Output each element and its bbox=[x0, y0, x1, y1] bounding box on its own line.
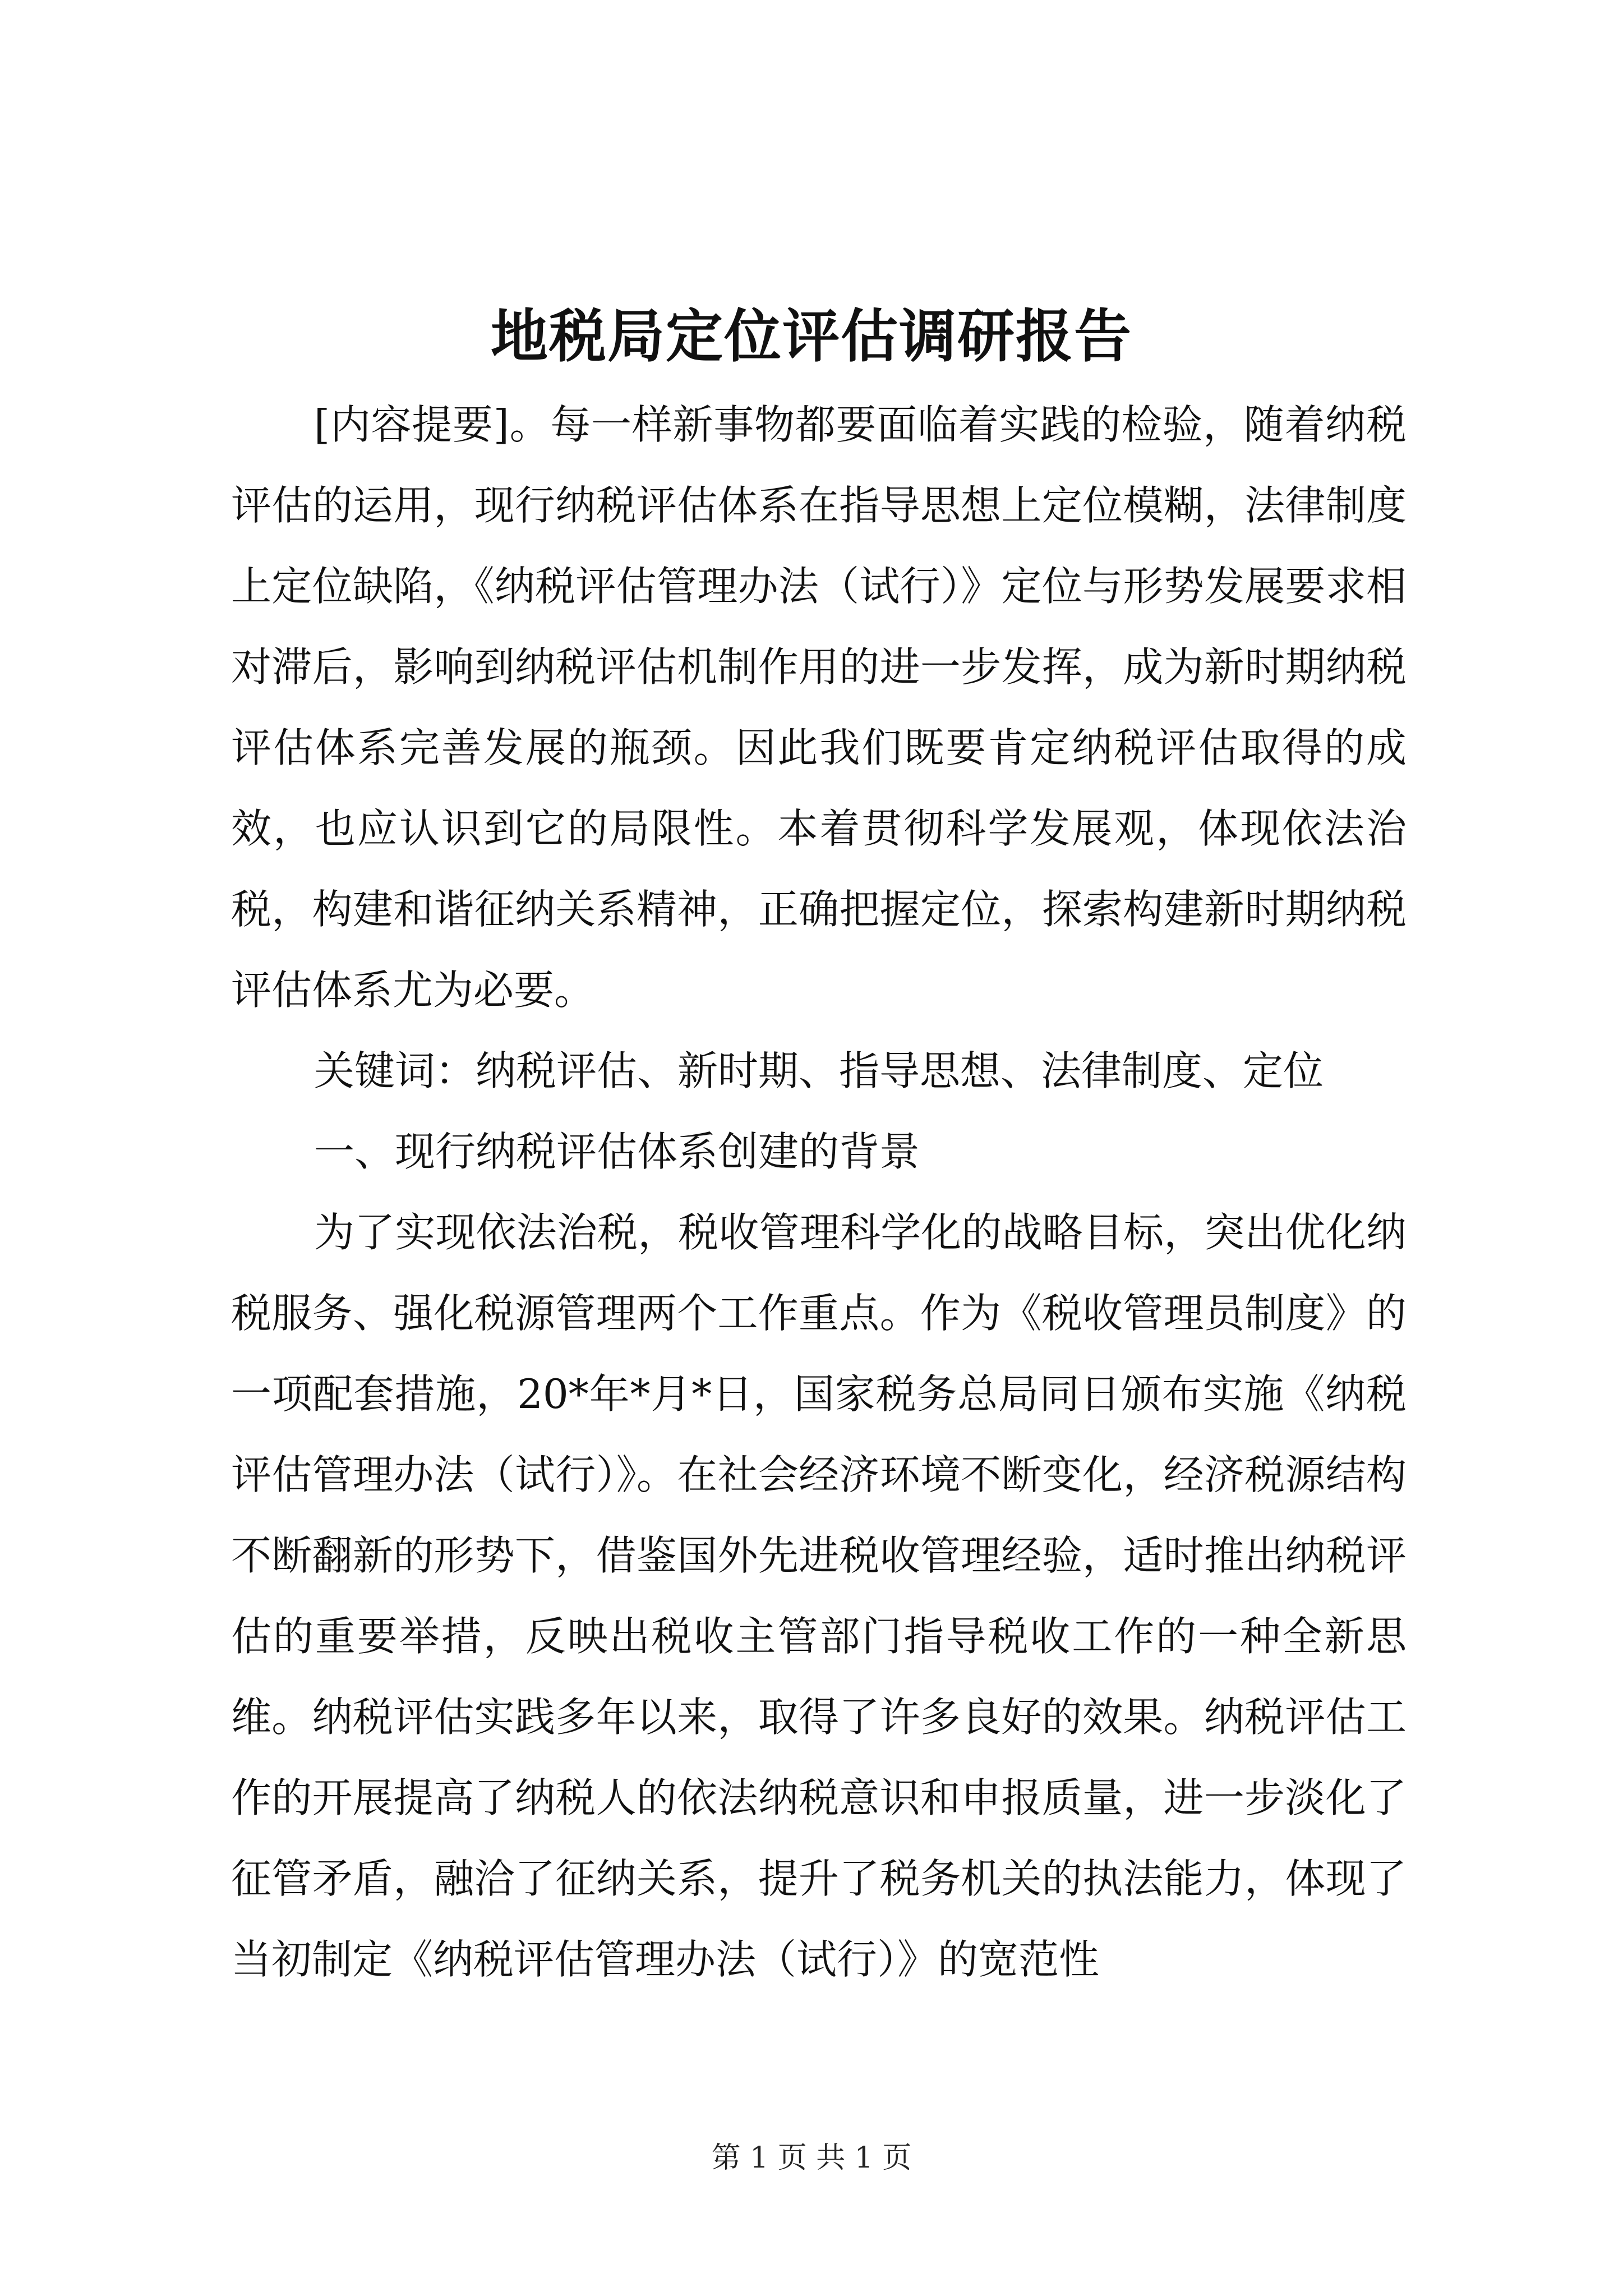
body-paragraph: 为了实现依法治税，税收管理科学化的战略目标，突出优化纳税服务、强化税源管理两个工作重点。作为《税收管理员制度》的一项配套措施，20*年*月*日，国家税务总局同日颁布实施《纳税评估管理办法（试行）》。在社会经济环境不断变化，经济税源结构不断翻新的形势下，借鉴国外先进税收管理经验，适时推出纳税评估的重要举措，反映出税收主管部门指导税收工作的一种全新思维。纳税评估实践多年以来，取得了许多良好的效果。纳税评估工作的开展提高了纳税人的依法纳税意识和申报质量，进一步淡化了征管矛盾，融洽了征纳关系，提升了税务机关的执法能力，体现了当初制定《纳税评估管理办法（试行）》的宽范性 bbox=[231, 1209, 1407, 1983]
section-heading: 一、现行纳税评估体系创建的背景 bbox=[314, 1128, 920, 1175]
document-body bbox=[231, 384, 1407, 2000]
abstract-paragraph: [内容提要]。每一样新事物都要面临着实践的检验，随着纳税评估的运用，现行纳税评估体系在指导思想上定位模糊，法律制度上定位缺陷，《纳税评估管理办法（试行）》定位与形势发展要求相对滞后，影响到纳税评估机制作用的进一步发挥，成为新时期纳税评估体系完善发展的瓶颈。因此我们既要肯定纳税评估取得的成效，也应认识到它的局限性。本着贯彻科学发展观，体现依法治税，构建和谐征纳关系精神，正确把握定位，探索构建新时期纳税评估体系尤为必要。 bbox=[231, 401, 1407, 1014]
document-title: 地税局定位评估调研报告 bbox=[491, 303, 1132, 370]
page-footer: 第 1 页 共 1 页 bbox=[711, 2141, 912, 2175]
keywords-paragraph: 关键词：纳税评估、新时期、指导思想、法律制度、定位 bbox=[314, 1047, 1324, 1094]
